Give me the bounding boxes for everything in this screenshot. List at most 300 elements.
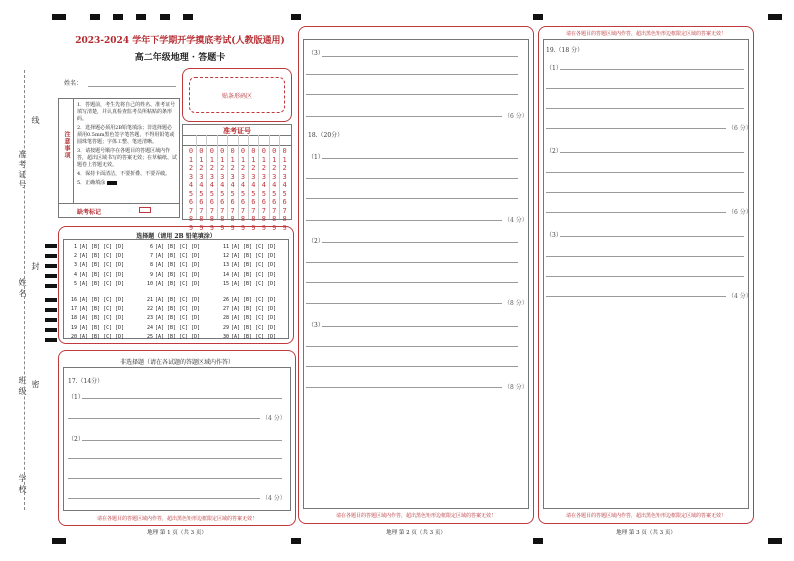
choice-row[interactable] <box>69 272 124 278</box>
timing-mark <box>160 14 170 20</box>
choice-number: 20 <box>70 333 77 340</box>
exam-id-digit-bubble[interactable]: 5 <box>282 189 287 198</box>
filled-sample-icon <box>107 181 117 185</box>
exam-id-digit-bubble[interactable]: 9 <box>209 223 214 232</box>
answer-line[interactable] <box>322 326 518 327</box>
answer-line[interactable] <box>546 128 726 129</box>
absent-checkbox[interactable] <box>139 207 151 213</box>
answer-line[interactable] <box>306 178 518 179</box>
exam-id-digit-bubble[interactable]: 9 <box>251 223 256 232</box>
choice-row[interactable] <box>69 325 124 331</box>
exam-id-digit-bubble[interactable]: 1 <box>199 155 204 164</box>
q18-p1-score: （4 分） <box>504 217 528 224</box>
choice-row[interactable] <box>69 281 124 287</box>
choice-number: 23 <box>146 315 153 322</box>
exam-id-digit-bubble[interactable]: 1 <box>261 155 266 164</box>
choice-options[interactable]: [A] [B] [C] [D] <box>79 271 125 278</box>
exam-id-digit-bubble[interactable]: 6 <box>272 198 277 206</box>
exam-id-digit-bubble[interactable]: 5 <box>188 189 194 198</box>
warning-p3: 请在各题目的答题区域内作答，超出黑色矩形边框限定区域的答案无效！ <box>565 513 726 519</box>
exam-id-digit-bubble[interactable]: 9 <box>199 223 204 232</box>
choice-number: 17 <box>70 306 77 313</box>
exam-id-digit-bubble[interactable]: 2 <box>240 164 246 172</box>
choice-row[interactable] <box>69 253 124 259</box>
choice-options[interactable]: [A] [B] [C] [D] <box>79 297 125 303</box>
name-label: 姓名： <box>64 80 83 87</box>
position-mark <box>45 328 57 332</box>
q17-p1: （1） <box>68 394 84 401</box>
answer-line[interactable] <box>546 212 726 213</box>
side-label-exam-id: 准考证号 <box>18 150 27 190</box>
exam-id-digit-bubble[interactable]: 8 <box>199 215 204 223</box>
notice-item: 2．选择题必须用2B铅笔填涂；非选择题必须用0.5mm黑色签字笔答题，不得用铅笔或圆珠笔答题；字体工整、笔迹清晰。 <box>77 125 175 145</box>
exam-id-digit-bubble[interactable]: 1 <box>209 155 214 164</box>
choice-row[interactable] <box>145 297 200 303</box>
choice-title: 选择题（请用 2B 铅笔填涂） <box>136 233 216 240</box>
exam-id-digit-bubble[interactable]: 9 <box>261 223 266 232</box>
answer-line[interactable] <box>306 303 502 304</box>
corner-mark <box>768 14 782 20</box>
answer-line[interactable] <box>546 108 744 109</box>
exam-id-digit-bubble[interactable]: 0 <box>220 147 225 155</box>
exam-id-digit-bubble[interactable]: 5 <box>261 189 266 198</box>
choice-options[interactable]: [A] [B] [C] [D] <box>231 271 277 278</box>
timing-mark <box>291 538 301 544</box>
position-mark <box>45 308 57 312</box>
exam-id-digit-column[interactable] <box>228 147 238 232</box>
exam-id-digit-bubble[interactable]: 1 <box>282 155 287 164</box>
choice-options[interactable]: [A] [B] [C] [D] <box>231 253 277 260</box>
choice-number: 22 <box>146 306 153 313</box>
corner-mark <box>768 538 782 544</box>
choice-options[interactable]: [A] [B] [C] [D] <box>155 271 201 278</box>
exam-id-digit-bubble[interactable]: 3 <box>272 172 277 181</box>
choice-row[interactable] <box>221 281 276 287</box>
exam-id-digit-bubble[interactable]: 9 <box>188 223 194 232</box>
choice-options[interactable]: [A] [B] [C] [D] <box>231 280 277 287</box>
timing-mark <box>183 14 193 20</box>
choice-number: 15 <box>222 280 229 287</box>
exam-id-digit-bubble[interactable]: 8 <box>272 215 277 223</box>
exam-id-digit-bubble[interactable]: 3 <box>282 172 287 181</box>
choice-options[interactable]: [A] [B] [C] [D] <box>155 262 201 269</box>
exam-id-digit-bubble[interactable]: 1 <box>240 155 246 164</box>
choice-row[interactable] <box>69 306 124 312</box>
exam-id-digit-bubble[interactable]: 4 <box>261 181 266 189</box>
footer-p1: 地理 第 1 页（共 3 页） <box>147 530 207 536</box>
choice-options[interactable]: [A] [B] [C] [D] <box>79 262 125 269</box>
side-label-seal: 封 <box>31 262 40 270</box>
fold-line <box>24 70 25 510</box>
corner-mark <box>52 14 66 20</box>
choice-row[interactable] <box>145 272 200 278</box>
choice-options[interactable]: [A] [B] [C] [D] <box>231 333 277 340</box>
position-mark <box>45 318 57 322</box>
exam-id-digit-bubble[interactable]: 0 <box>230 147 235 155</box>
exam-id-digit-column[interactable] <box>238 147 248 232</box>
choice-row[interactable] <box>69 297 124 303</box>
exam-id-digit-bubble[interactable]: 2 <box>220 164 225 172</box>
exam-id-digit-column[interactable] <box>280 147 290 232</box>
exam-id-digit-bubble[interactable]: 3 <box>209 172 214 181</box>
choice-options[interactable]: [A] [B] [C] [D] <box>231 315 277 322</box>
notice-item: 4．保持卡面清洁，不要折叠、不要弄破。 <box>77 171 171 177</box>
answer-box-page2 <box>303 39 529 509</box>
choice-options[interactable]: [A] [B] [C] [D] <box>79 253 125 260</box>
exam-id-digit-bubble[interactable]: 3 <box>251 172 256 181</box>
exam-id-digit-bubble[interactable]: 6 <box>251 198 256 206</box>
exam-id-digit-bubble[interactable]: 6 <box>240 198 246 206</box>
answer-line[interactable] <box>306 94 518 95</box>
exam-id-digit-bubble[interactable]: 7 <box>261 206 266 215</box>
choice-row[interactable] <box>221 297 276 303</box>
q18-p3-score: （8 分） <box>504 384 528 391</box>
choice-options[interactable]: [A] [B] [C] [D] <box>79 333 125 340</box>
exam-id-digit-bubble[interactable]: 5 <box>240 189 246 198</box>
choice-options[interactable]: [A] [B] [C] [D] <box>79 315 125 322</box>
choice-options[interactable]: [A] [B] [C] [D] <box>155 306 201 313</box>
exam-id-digit-bubble[interactable]: 1 <box>272 155 277 164</box>
exam-id-digit-bubble[interactable]: 7 <box>209 206 214 215</box>
grid-divider <box>238 135 239 219</box>
choice-options[interactable]: [A] [B] [C] [D] <box>79 324 125 331</box>
exam-id-digit-bubble[interactable]: 7 <box>251 206 256 215</box>
exam-id-digit-bubble[interactable]: 7 <box>220 206 225 215</box>
answer-line[interactable] <box>560 152 744 153</box>
answer-line[interactable] <box>306 387 502 388</box>
side-label-name: 姓名 <box>18 278 27 300</box>
exam-id-digit-column[interactable] <box>259 147 269 232</box>
exam-id-digit-bubble[interactable]: 9 <box>220 223 225 232</box>
q19-title: 19.（18 分） <box>546 47 584 54</box>
exam-id-digit-column[interactable] <box>217 147 227 232</box>
grid-divider <box>248 135 249 219</box>
page2-frame <box>298 26 534 524</box>
choice-number: 26 <box>222 297 229 303</box>
q17-p2-score: （4 分） <box>262 495 286 502</box>
exam-id-digit-column[interactable] <box>207 147 217 232</box>
position-mark <box>45 284 57 288</box>
choice-number: 4 <box>73 271 77 278</box>
exam-id-digit-bubble[interactable]: 4 <box>240 181 246 189</box>
exam-id-digit-bubble[interactable]: 6 <box>188 198 194 206</box>
notice-item: 3．请按题号顺序在各题目的答题区域内作答，超出区域书写的答案无效；在草稿纸、试题卷上答题无效。 <box>77 148 178 168</box>
exam-id-digit-bubble[interactable]: 8 <box>261 215 266 223</box>
exam-id-digit-bubble[interactable]: 8 <box>240 215 246 223</box>
choice-options[interactable]: [A] [B] [C] [D] <box>79 306 125 313</box>
choice-row[interactable] <box>145 262 200 268</box>
exam-id-digit-bubble[interactable]: 0 <box>282 147 287 155</box>
answer-line[interactable] <box>546 88 744 89</box>
exam-id-digit-bubble[interactable]: 2 <box>261 164 266 172</box>
exam-id-digit-bubble[interactable]: 4 <box>199 181 204 189</box>
choice-row[interactable] <box>221 253 276 259</box>
choice-options[interactable]: [A] [B] [C] [D] <box>155 315 201 322</box>
barcode-label: 贴条形码区 <box>221 93 252 100</box>
choice-number: 13 <box>222 262 229 269</box>
exam-id-digit-bubble[interactable]: 5 <box>209 189 214 198</box>
q17-title: 17.（14分） <box>68 378 104 385</box>
choice-row[interactable] <box>221 325 276 331</box>
grid-divider <box>269 135 270 219</box>
exam-id-digit-bubble[interactable]: 4 <box>282 181 287 189</box>
exam-id-digit-bubble[interactable]: 6 <box>199 198 204 206</box>
exam-id-digit-bubble[interactable]: 7 <box>199 206 204 215</box>
choice-row[interactable] <box>145 306 200 312</box>
choice-number: 24 <box>146 324 153 331</box>
exam-id-digit-bubble[interactable]: 7 <box>188 206 194 215</box>
answer-line[interactable] <box>306 74 518 75</box>
choice-row[interactable] <box>221 315 276 321</box>
exam-id-digit-bubble[interactable]: 2 <box>230 164 235 172</box>
answer-line[interactable] <box>560 236 744 237</box>
exam-id-digit-bubble[interactable]: 5 <box>272 189 277 198</box>
exam-id-digit-bubble[interactable]: 3 <box>230 172 235 181</box>
exam-id-digit-bubble[interactable]: 0 <box>188 147 194 155</box>
choice-row[interactable] <box>145 253 200 259</box>
exam-id-digit-bubble[interactable]: 4 <box>251 181 256 189</box>
exam-id-digit-bubble[interactable]: 4 <box>230 181 235 189</box>
answer-line[interactable] <box>560 69 744 70</box>
grid-divider <box>227 135 228 219</box>
choice-number: 6 <box>149 244 153 250</box>
exam-id-digit-bubble[interactable]: 4 <box>272 181 277 189</box>
exam-id-digit-bubble[interactable]: 6 <box>282 198 287 206</box>
answer-line[interactable] <box>68 418 260 419</box>
answer-line[interactable] <box>306 198 518 199</box>
exam-id-digit-bubble[interactable]: 6 <box>209 198 214 206</box>
q19-p2: （2） <box>546 148 562 155</box>
answer-line[interactable] <box>546 296 726 297</box>
grid-divider <box>196 135 197 219</box>
answer-line[interactable] <box>82 398 282 399</box>
choice-options[interactable]: [A] [B] [C] [D] <box>231 297 277 303</box>
exam-id-digit-bubble[interactable]: 3 <box>188 172 194 181</box>
exam-id-digit-bubble[interactable]: 0 <box>251 147 256 155</box>
exam-id-digit-column[interactable] <box>248 147 258 232</box>
choice-row[interactable] <box>69 262 124 268</box>
answer-line[interactable] <box>546 276 744 277</box>
choice-row[interactable] <box>145 281 200 287</box>
choice-options[interactable]: [A] [B] [C] [D] <box>155 280 201 287</box>
exam-id-digit-bubble[interactable]: 0 <box>261 147 266 155</box>
exam-id-digit-bubble[interactable]: 6 <box>220 198 225 206</box>
exam-id-digit-bubble[interactable]: 4 <box>188 181 194 189</box>
answer-line[interactable] <box>306 116 502 117</box>
answer-line[interactable] <box>322 56 518 57</box>
warning-p2: 请在各题目的答题区域内作答，超出黑色矩形边框限定区域的答案无效！ <box>335 513 496 519</box>
exam-id-digit-bubble[interactable]: 9 <box>240 223 246 232</box>
choice-number: 10 <box>146 280 153 287</box>
exam-id-digit-bubble[interactable]: 9 <box>282 223 287 232</box>
grid-divider <box>279 135 280 219</box>
exam-id-digit-bubble[interactable]: 5 <box>251 189 256 198</box>
choice-row[interactable] <box>221 272 276 278</box>
choice-number: 2 <box>73 253 77 260</box>
notice-box <box>58 98 180 204</box>
answer-line[interactable] <box>306 366 518 367</box>
page2-p3: （3） <box>308 50 324 57</box>
choice-options[interactable]: [A] [B] [C] [D] <box>231 244 277 250</box>
grid-divider <box>206 135 207 219</box>
page2-p3-score: （6 分） <box>504 113 528 120</box>
exam-id-digit-column[interactable] <box>186 147 196 232</box>
exam-id-digit-bubble[interactable]: 3 <box>199 172 204 181</box>
exam-subtitle: 高二年级地理 · 答题卡 <box>134 53 226 63</box>
exam-id-digit-bubble[interactable]: 3 <box>261 172 266 181</box>
choice-row[interactable] <box>145 315 200 321</box>
exam-id-digit-bubble[interactable]: 6 <box>230 198 235 206</box>
answer-line[interactable] <box>306 346 518 347</box>
timing-mark <box>533 538 543 544</box>
q19-p2-score: （6 分） <box>728 209 752 216</box>
answer-line[interactable] <box>322 158 518 159</box>
choice-options[interactable]: [A] [B] [C] [D] <box>155 324 201 331</box>
exam-id-digit-bubble[interactable]: 7 <box>272 206 277 215</box>
exam-id-digit-bubble[interactable]: 8 <box>230 215 235 223</box>
position-mark <box>45 264 57 268</box>
q18-p1: （1） <box>308 154 324 161</box>
exam-id-digit-bubble[interactable]: 8 <box>251 215 256 223</box>
answer-line[interactable] <box>322 242 518 243</box>
choice-number: 16 <box>70 297 77 303</box>
answer-line[interactable] <box>306 262 518 263</box>
choice-options[interactable]: [A] [B] [C] [D] <box>231 324 277 331</box>
choice-options[interactable]: [A] [B] [C] [D] <box>155 297 201 303</box>
choice-options[interactable]: [A] [B] [C] [D] <box>155 244 201 250</box>
exam-id-digit-bubble[interactable]: 3 <box>240 172 246 181</box>
choice-number: 19 <box>70 324 77 331</box>
notice-item: 5．正确填涂 <box>77 180 177 187</box>
timing-mark <box>90 14 100 20</box>
choice-row[interactable] <box>221 334 276 340</box>
q19-p3: （3） <box>546 232 562 239</box>
choice-number: 21 <box>146 297 153 303</box>
choice-row[interactable] <box>69 244 124 250</box>
answer-line[interactable] <box>68 498 260 499</box>
choice-options[interactable]: [A] [B] [C] [D] <box>231 306 277 313</box>
exam-id-digit-bubble[interactable]: 9 <box>272 223 277 232</box>
exam-id-digit-bubble[interactable]: 5 <box>220 189 225 198</box>
side-label-secret: 密 <box>31 380 40 388</box>
exam-id-digit-bubble[interactable]: 5 <box>199 189 204 198</box>
grid-divider <box>217 135 218 219</box>
exam-id-digit-bubble[interactable]: 0 <box>272 147 277 155</box>
choice-row[interactable] <box>69 334 124 340</box>
exam-id-label: 准考证号 <box>223 126 251 135</box>
exam-id-digit-bubble[interactable]: 7 <box>240 206 246 215</box>
choice-number: 30 <box>222 333 229 340</box>
side-label-line: 线 <box>31 116 40 124</box>
notice-item: 1．答题前，考生先将自己的姓名、准考证号填写清楚，并认真检查监考员所粘贴的条形码。 <box>77 102 176 122</box>
answer-line[interactable] <box>546 192 744 193</box>
answer-line[interactable] <box>68 458 282 459</box>
choice-number: 12 <box>222 253 229 260</box>
exam-id-digit-bubble[interactable]: 3 <box>220 172 225 181</box>
exam-id-digit-bubble[interactable]: 8 <box>188 215 194 223</box>
choice-row[interactable] <box>145 325 200 331</box>
warning-p3-top: 请在各题目的答题区域内作答，超出黑色矩形边框限定区域的答案无效！ <box>565 31 726 37</box>
answer-line[interactable] <box>546 172 744 173</box>
exam-id-digit-bubble[interactable]: 5 <box>230 189 235 198</box>
exam-id-digit-bubble[interactable]: 1 <box>220 155 225 164</box>
exam-id-digit-bubble[interactable]: 1 <box>188 155 194 164</box>
exam-id-digit-bubble[interactable]: 2 <box>282 164 287 172</box>
choice-options[interactable]: [A] [B] [C] [D] <box>79 280 125 287</box>
exam-id-digit-bubble[interactable]: 6 <box>261 198 266 206</box>
q17-p1-score: （4 分） <box>262 415 286 422</box>
choice-options[interactable]: [A] [B] [C] [D] <box>155 253 201 260</box>
answer-line[interactable] <box>546 256 744 257</box>
exam-id-digit-column[interactable] <box>196 147 206 232</box>
side-label-school: 学校 <box>18 474 27 496</box>
exam-id-digit-bubble[interactable]: 1 <box>251 155 256 164</box>
answer-line[interactable] <box>306 282 518 283</box>
exam-id-digit-bubble[interactable]: 0 <box>240 147 246 155</box>
choice-number: 18 <box>70 315 77 322</box>
choice-number: 14 <box>222 271 229 278</box>
answer-line[interactable] <box>68 478 282 479</box>
answer-line[interactable] <box>306 220 502 221</box>
exam-id-digit-bubble[interactable]: 0 <box>209 147 214 155</box>
position-mark <box>45 298 57 302</box>
exam-id-digit-bubble[interactable]: 0 <box>199 147 204 155</box>
notice-title: 注意事项 <box>63 131 70 159</box>
exam-id-digit-bubble[interactable]: 1 <box>230 155 235 164</box>
choice-options[interactable]: [A] [B] [C] [D] <box>79 244 125 250</box>
exam-id-digit-bubble[interactable]: 8 <box>282 215 287 223</box>
warning-p1: 请在各题目的答题区域内作答，超出黑色矩形边框限定区域的答案无效！ <box>96 516 257 522</box>
exam-id-digit-bubble[interactable]: 2 <box>272 164 277 172</box>
exam-id-digit-bubble[interactable]: 2 <box>251 164 256 172</box>
exam-id-digit-bubble[interactable]: 2 <box>188 164 194 172</box>
choice-options[interactable]: [A] [B] [C] [D] <box>155 333 201 340</box>
q19-p3-score: （4 分） <box>728 293 752 300</box>
exam-id-digit-bubble[interactable]: 8 <box>220 215 225 223</box>
exam-id-digit-bubble[interactable]: 2 <box>199 164 204 172</box>
choice-number: 3 <box>73 262 77 269</box>
exam-id-digit-bubble[interactable]: 4 <box>209 181 214 189</box>
choice-number: 28 <box>222 315 229 322</box>
exam-id-digit-bubble[interactable]: 2 <box>209 164 214 172</box>
position-mark <box>45 244 57 248</box>
answer-line[interactable] <box>82 440 282 441</box>
choice-row[interactable] <box>221 262 276 268</box>
q18-title: 18.（20分） <box>308 132 344 139</box>
exam-id-digit-bubble[interactable]: 7 <box>230 206 235 215</box>
choice-row[interactable] <box>145 244 200 250</box>
exam-title: 2023-2024 学年下学期开学摸底考试(人教版通用) <box>75 36 285 46</box>
barcode-area <box>182 68 292 122</box>
position-mark <box>45 338 57 342</box>
exam-id-digit-bubble[interactable]: 4 <box>220 181 225 189</box>
choice-number: 5 <box>73 280 77 287</box>
choice-row[interactable] <box>221 306 276 312</box>
exam-id-digit-bubble[interactable]: 8 <box>209 215 214 223</box>
exam-id-digit-column[interactable] <box>269 147 279 232</box>
choice-row[interactable] <box>145 334 200 340</box>
name-field-line[interactable] <box>88 86 176 87</box>
exam-id-digit-bubble[interactable]: 9 <box>230 223 235 232</box>
timing-mark <box>533 14 543 20</box>
choice-row[interactable] <box>221 244 276 250</box>
timing-mark <box>291 14 301 20</box>
exam-id-digit-bubble[interactable]: 7 <box>282 206 287 215</box>
exam-id-grid <box>182 124 292 232</box>
choice-options[interactable]: [A] [B] [C] [D] <box>231 262 277 269</box>
q19-p1-score: （6 分） <box>728 125 752 132</box>
choice-row[interactable] <box>69 315 124 321</box>
